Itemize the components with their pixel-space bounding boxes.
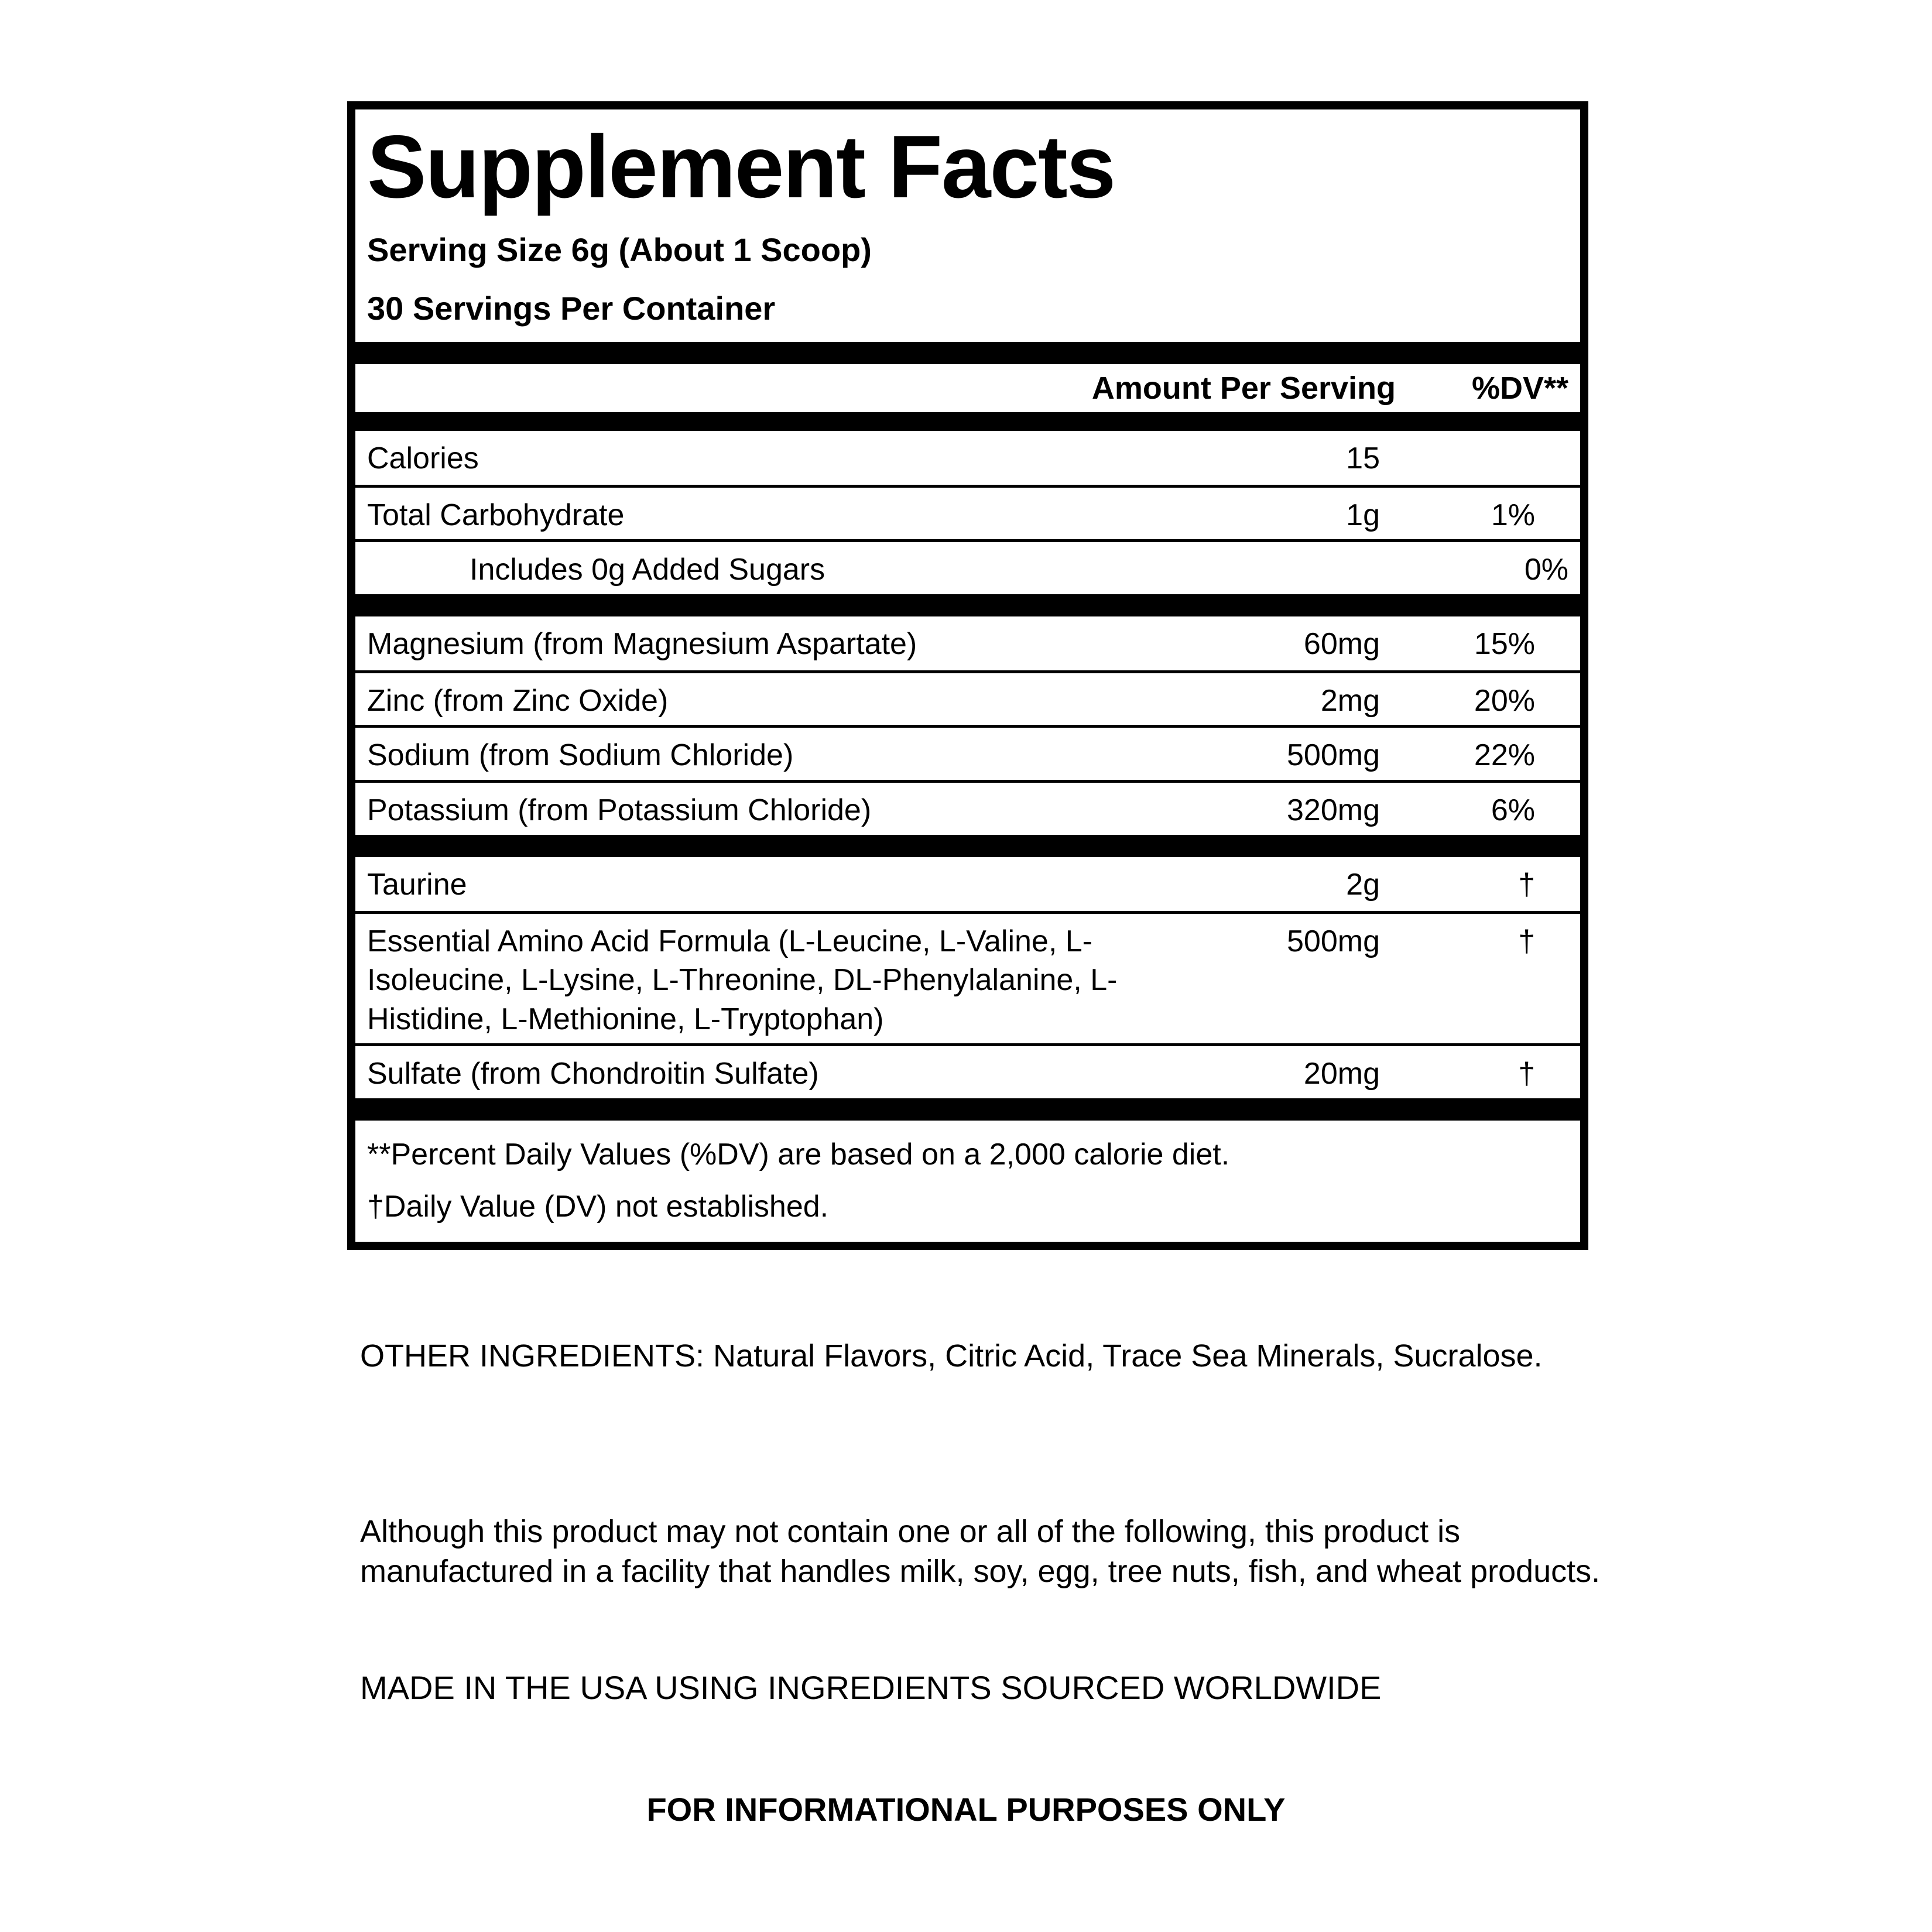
nutrient-name: Potassium (from Potassium Chloride) (367, 793, 872, 827)
nutrient-group-blend (355, 857, 1580, 1098)
nutrient-dv: 15% (1474, 626, 1535, 661)
nutrient-dv: 6% (1491, 793, 1535, 827)
nutrient-dv: 1% (1491, 498, 1535, 532)
divider-bar-thin (355, 412, 1580, 431)
footnote-dv: **Percent Daily Values (%DV) are based on a 2,000 calorie diet. (367, 1137, 1230, 1171)
nutrient-amount: 500mg (1287, 924, 1380, 958)
nutrient-amount: 2mg (1320, 683, 1380, 718)
table-row (355, 780, 1580, 835)
column-header-amount: Amount Per Serving (1091, 370, 1396, 406)
nutrient-dv: 0% (1524, 553, 1568, 587)
nutrient-name: Zinc (from Zinc Oxide) (367, 683, 669, 718)
nutrient-amount: 20mg (1303, 1057, 1380, 1091)
nutrient-name: Magnesium (from Magnesium Aspartate) (367, 626, 917, 661)
panel-header (355, 109, 1580, 342)
divider-bar-thick (355, 1098, 1580, 1121)
nutrient-group-macros (355, 431, 1580, 594)
table-row (355, 725, 1580, 780)
nutrient-name: Taurine (367, 867, 467, 902)
table-row (355, 670, 1580, 725)
column-header-row (355, 364, 1580, 412)
table-row (355, 616, 1580, 670)
divider-bar-thick (355, 594, 1580, 616)
nutrient-dv: † (1518, 867, 1535, 902)
footnote-block (355, 1121, 1580, 1242)
nutrient-name: Sodium (from Sodium Chloride) (367, 738, 794, 773)
nutrient-dv: 22% (1474, 738, 1535, 773)
made-in-usa-text: MADE IN THE USA USING INGREDIENTS SOURCED WORLDWIDE (360, 1669, 1382, 1706)
nutrient-dv: † (1518, 1057, 1535, 1091)
nutrient-name: Sulfate (from Chondroitin Sulfate) (367, 1057, 819, 1091)
table-row (355, 539, 1580, 594)
nutrient-amount: 2g (1346, 867, 1380, 902)
nutrient-amount: 15 (1346, 441, 1380, 475)
nutrient-name: Calories (367, 441, 479, 475)
nutrient-amount: 500mg (1287, 738, 1380, 773)
panel-title: Supplement Facts (367, 117, 1115, 217)
nutrient-name: Includes 0g Added Sugars (470, 553, 825, 587)
servings-per-container: 30 Servings Per Container (367, 290, 776, 327)
serving-size: Serving Size 6g (About 1 Scoop) (367, 231, 872, 268)
nutrient-dv: 20% (1474, 683, 1535, 718)
other-ingredients-text: OTHER INGREDIENTS: Natural Flavors, Citric Acid, Trace Sea Minerals, Sucralose. (360, 1338, 1543, 1373)
table-row (355, 1043, 1580, 1098)
divider-bar-thick (355, 835, 1580, 857)
table-row (355, 911, 1580, 1044)
nutrient-amount: 60mg (1303, 626, 1380, 661)
supplement-facts-panel (347, 101, 1588, 1250)
nutrient-group-minerals (355, 616, 1580, 835)
divider-bar-thick (355, 342, 1580, 364)
table-row (355, 485, 1580, 540)
nutrient-name: Essential Amino Acid Formula (L-Leucine, L-Valine, L-Isoleucine, L-Lysine, L-Threonine, DL-Phenylalanine, L-Histidine, L-Methionine, L-Tryptophan) (367, 924, 1118, 1036)
informational-purposes-text: FOR INFORMATIONAL PURPOSES ONLY (646, 1791, 1286, 1828)
nutrient-name: Total Carbohydrate (367, 498, 625, 532)
allergen-statement-text: Although this product may not contain one or all of the following, this product is manufactured in a facility that handles milk, soy, egg, tree nuts, fish, and wheat products. (360, 1514, 1601, 1590)
nutrient-dv: † (1518, 924, 1535, 958)
table-row (355, 431, 1580, 485)
table-row (355, 857, 1580, 911)
column-header-dv: %DV** (1471, 370, 1568, 406)
footnote-dagger: †Daily Value (DV) not established. (367, 1189, 829, 1224)
nutrient-amount: 320mg (1287, 793, 1380, 827)
nutrient-amount: 1g (1346, 498, 1380, 532)
